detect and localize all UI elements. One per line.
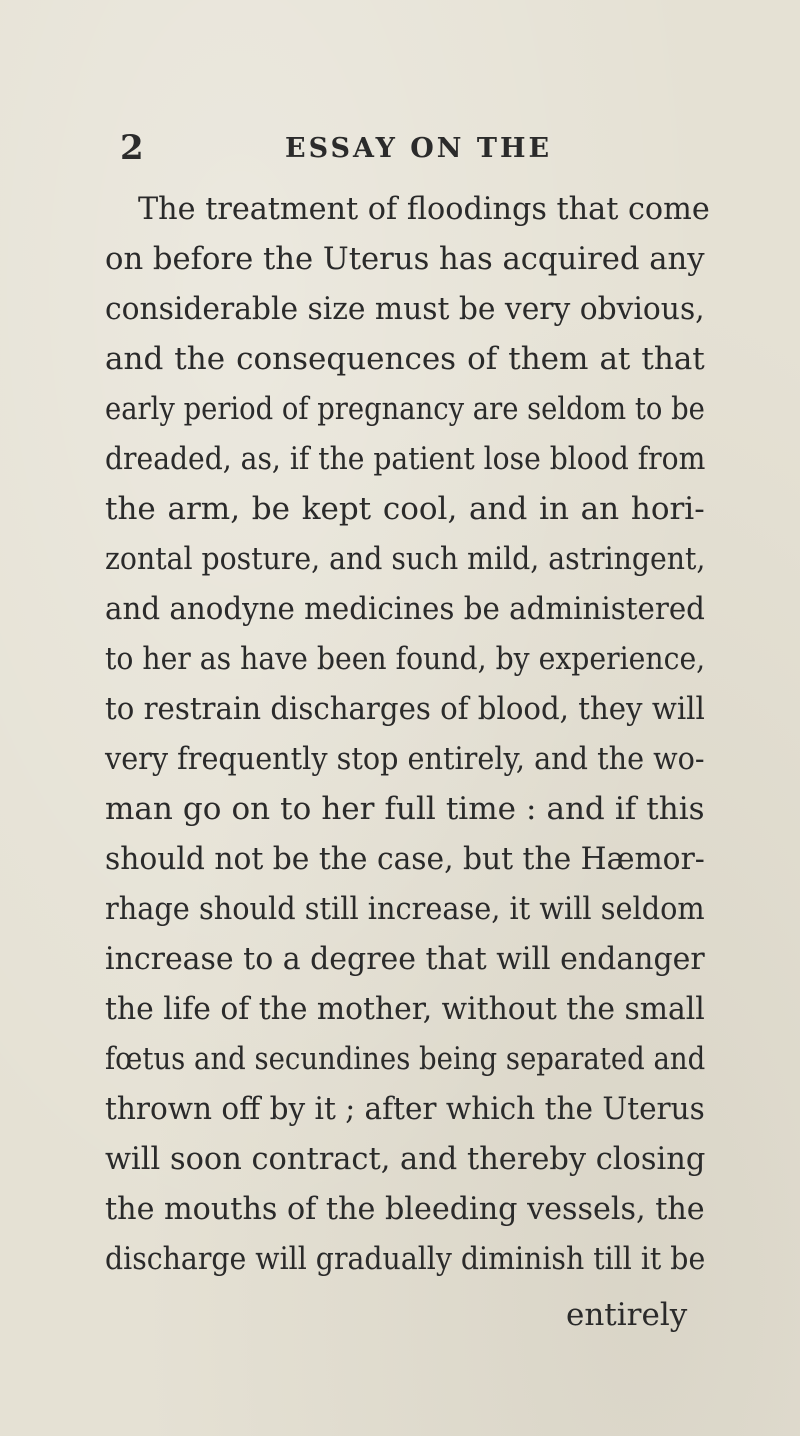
text-line: zontal posture, and such mild, astringent, [105,541,706,577]
text-line: dreaded, as, if the patient lose blood from [105,441,706,477]
text-line: considerable size must be very obvious, [105,291,705,327]
text-line: fœtus and secundines being separated and [105,1041,706,1077]
catchword: entirely [566,1297,688,1333]
text-line: to restrain discharges of blood, they will [105,691,705,727]
text-line: will soon contract, and thereby closing [105,1141,706,1177]
text-line: man go on to her full time : and if this [105,791,705,827]
text-line: the life of the mother, without the small [105,991,705,1027]
running-head: ESSAY ON THE [285,133,553,164]
text-line: rhage should still increase, it will seldom [105,891,705,927]
text-line: very frequently stop entirely, and the wo- [105,741,705,777]
text-line: on before the Uterus has acquired any [105,241,705,277]
text-line: the arm, be kept cool, and in an hori- [105,491,705,527]
text-line: the mouths of the bleeding vessels, the [105,1191,705,1227]
text-line: to her as have been found, by experience, [105,641,706,677]
text-line: discharge will gradually diminish till it be [105,1241,706,1277]
text-line: should not be the case, but the Hæmor- [105,841,705,877]
text-line: increase to a degree that will endanger [105,941,705,977]
text-line: and the consequences of them at that [105,341,705,377]
text-line: and anodyne medicines be administered [105,591,705,627]
text-line: The treatment of floodings that come [138,191,710,227]
text-line: early period of pregnancy are seldom to be [105,391,705,427]
page-header [0,128,800,168]
page-number: 2 [120,128,144,168]
text-line: thrown off by it ; after which the Uterus [105,1091,705,1127]
